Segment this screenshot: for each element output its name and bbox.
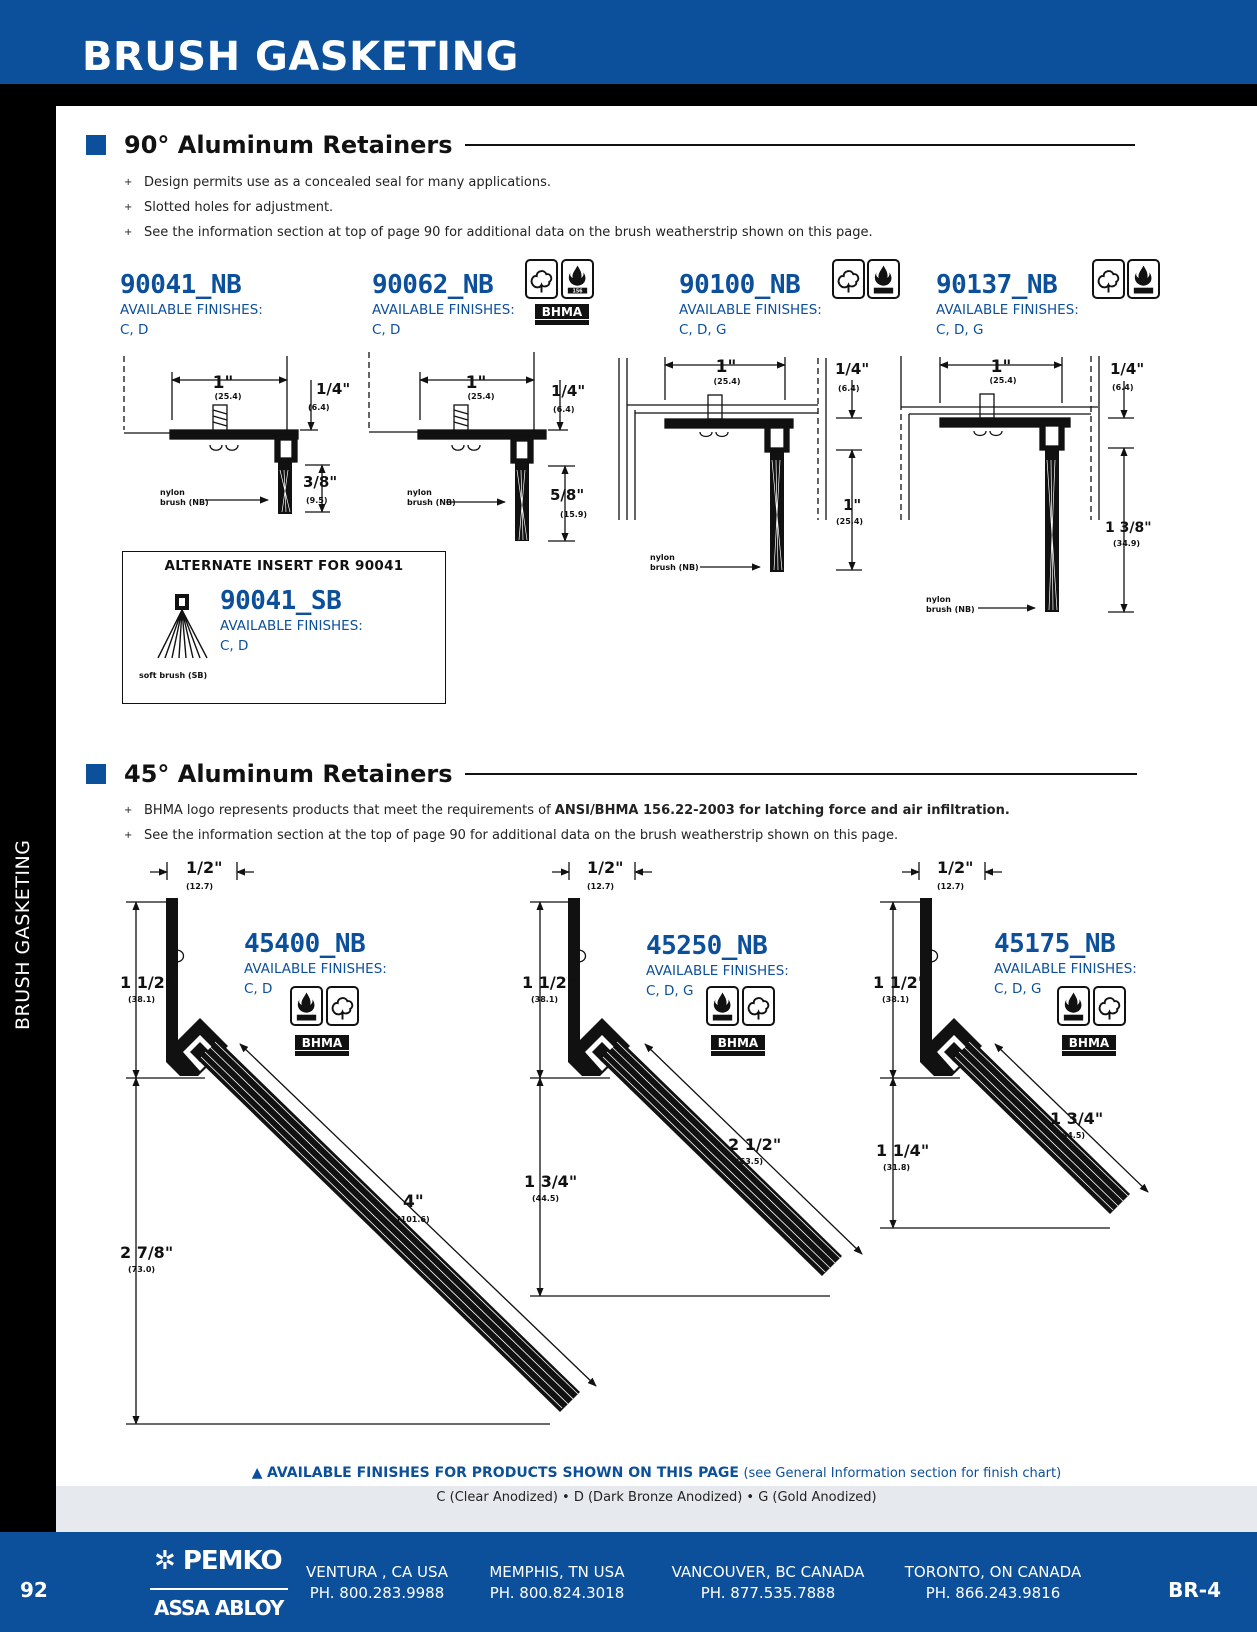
dim-brush: 3/8" [303, 473, 338, 491]
section-code: BR-4 [1168, 1578, 1221, 1602]
smoke-seal-icon [326, 986, 359, 1026]
dim-brush: 1" [843, 496, 862, 514]
finishes-title: AVAILABLE FINISHES: [372, 302, 515, 318]
page-number: 92 [20, 1578, 48, 1602]
svg-text:BHMA: BHMA [717, 1036, 759, 1050]
bullet-item: + See the information section at top of page 90 for additional data on the brush weatherstrip shown on this page. [120, 220, 873, 245]
dim-leg-mm: (38.1) [531, 995, 559, 1004]
bhma-certified-logo [1062, 1035, 1116, 1057]
finishes-title: AVAILABLE FINISHES: [679, 302, 822, 318]
dim-vert-mm: (44.5) [532, 1194, 560, 1203]
product-name: 90041_SB [220, 586, 342, 616]
product-name: 90100_NB [679, 270, 801, 300]
dim-vert: 1 1/4" [876, 1141, 930, 1160]
dim-leg-mm: (38.1) [128, 995, 156, 1004]
page-title: BRUSH GASKETING [82, 34, 519, 80]
finishes-value: C, D [120, 322, 149, 338]
svg-text:BHMA: BHMA [1068, 1036, 1110, 1050]
dim-quarter-mm: (6.4) [553, 405, 575, 414]
dim-brush-len-mm: (44.5) [1058, 1131, 1086, 1140]
fire-rated-icon [706, 986, 739, 1026]
dim-quarter: 1/4" [835, 360, 870, 378]
section-marker [86, 764, 106, 784]
finishes-title: AVAILABLE FINISHES: [936, 302, 1079, 318]
product-name: 45250_NB [646, 931, 768, 961]
dim-width: 1" [465, 373, 487, 393]
dim-brush-len: 4" [403, 1192, 424, 1212]
logo-divider [150, 1588, 288, 1590]
brush-label: brush (NB) [650, 563, 699, 572]
dim-brush: 1 3/8" [1105, 520, 1152, 536]
nylon-label: nylon [160, 488, 185, 497]
brush-label: brush (NB) [407, 498, 456, 507]
dim-width-mm: (25.4) [467, 392, 495, 401]
section-90-title: 90° Aluminum Retainers [124, 131, 453, 159]
dim-leg: 1 1/2" [522, 973, 576, 992]
finishes-title: AVAILABLE FINISHES: [120, 302, 263, 318]
dim-leg: 1 1/2" [120, 973, 174, 992]
product-90041-sb [220, 586, 363, 656]
dim-top: 1/2" [937, 858, 974, 877]
nylon-label: nylon [407, 488, 432, 497]
soft-brush-icon [153, 592, 213, 662]
dim-vert-mm: (73.0) [128, 1265, 156, 1274]
finishes-title: AVAILABLE FINISHES: [244, 961, 387, 977]
dim-brush-mm: (15.9) [560, 510, 588, 519]
brush-label: brush (NB) [926, 605, 975, 614]
fire-rated-icon [1057, 986, 1090, 1026]
office-toronto: TORONTO, ON CANADA PH. 866.243.9816 [904, 1563, 1082, 1602]
smoke-seal-icon [1093, 986, 1126, 1026]
dim-quarter-mm: (6.4) [308, 403, 330, 412]
dim-width-mm: (25.4) [989, 376, 1017, 385]
nylon-label: nylon [650, 553, 675, 562]
section-45-heading [86, 760, 1137, 788]
dim-width: 1" [715, 357, 737, 377]
product-name: 45400_NB [244, 929, 366, 959]
bullet-item: + Design permits use as a concealed seal for many applications. [120, 170, 873, 195]
dim-leg-mm: (38.1) [882, 995, 910, 1004]
sidebar-label: BRUSH GASKETING [12, 839, 34, 1030]
dim-vert: 1 3/4" [524, 1172, 578, 1191]
bullet-item: + BHMA logo represents products that meet the requirements of ANSI/BHMA 156.22-2003 for latching force and air infiltration. [120, 798, 1010, 823]
finishes-title: AVAILABLE FINISHES: [220, 618, 363, 634]
svg-text:BHMA: BHMA [301, 1036, 343, 1050]
soft-brush-caption: soft brush (SB) [139, 671, 208, 680]
dim-leg: 1 1/2" [873, 973, 927, 992]
bhma-certified-logo [711, 1035, 765, 1057]
dim-brush-len-mm: (101.6) [397, 1215, 430, 1224]
dim-brush-len: 2 1/2" [728, 1135, 782, 1154]
svg-text:156: 156 [572, 289, 583, 295]
finishes-value: C, D, G [936, 322, 984, 338]
bullet-item: + See the information section at the top of page 90 for additional data on the brush weatherstrip shown on this page. [120, 823, 1010, 848]
dim-width-mm: (25.4) [214, 392, 242, 401]
dim-top: 1/2" [587, 858, 624, 877]
dim-width: 1" [212, 373, 234, 393]
nylon-label: nylon [926, 595, 951, 604]
dim-brush-mm: (34.9) [1113, 539, 1141, 548]
dim-brush-len: 1 3/4" [1050, 1109, 1104, 1128]
finishes-title: AVAILABLE FINISHES: [646, 963, 789, 979]
dim-top-mm: (12.7) [937, 882, 965, 891]
section-45-bullets [120, 798, 1010, 848]
dim-quarter-mm: (6.4) [1112, 383, 1134, 392]
dim-brush: 5/8" [550, 486, 585, 504]
page-footer [0, 1532, 1257, 1632]
finishes-value: C, D [220, 638, 249, 654]
assa-abloy-logo: ASSA ABLOY [154, 1596, 284, 1620]
dim-top: 1/2" [186, 858, 223, 877]
svg-text:BHMA: BHMA [541, 305, 583, 319]
brush-label: brush (NB) [160, 498, 209, 507]
product-name: 90062_NB [372, 270, 494, 300]
finishes-value: C, D, G [679, 322, 727, 338]
dim-width: 1" [990, 357, 1012, 377]
dim-top-mm: (12.7) [186, 882, 214, 891]
product-name: 45175_NB [994, 929, 1116, 959]
dim-width-mm: (25.4) [713, 377, 741, 386]
dim-quarter-mm: (6.4) [838, 384, 860, 393]
product-name: 90137_NB [936, 270, 1058, 300]
dim-quarter: 1/4" [551, 382, 586, 400]
alternate-insert-box [122, 551, 446, 704]
dim-quarter: 1/4" [316, 380, 351, 398]
smoke-seal-icon [742, 986, 775, 1026]
pemko-flower-icon: ✲ [154, 1546, 175, 1576]
dim-top-mm: (12.7) [587, 882, 615, 891]
office-memphis: MEMPHIS, TN USA PH. 800.824.3018 [489, 1563, 625, 1602]
fire-rated-icon [290, 986, 323, 1026]
dim-vert: 2 7/8" [120, 1243, 174, 1262]
dim-brush-mm: (9.5) [306, 496, 328, 505]
office-ventura: VENTURA , CA USA PH. 800.283.9988 [305, 1563, 449, 1602]
bhma-certified-logo [295, 1035, 349, 1057]
dim-quarter: 1/4" [1110, 360, 1145, 378]
dim-brush-len-mm: (63.5) [736, 1157, 764, 1166]
finishes-list: C (Clear Anodized) • D (Dark Bronze Anodized) • G (Gold Anodized) [436, 1490, 877, 1505]
finishes-value: C, D [372, 322, 401, 338]
product-name: 90041_NB [120, 270, 242, 300]
section-rule [465, 773, 1137, 775]
finishes-value: C, D, G [646, 983, 694, 999]
finishes-value: C, D, G [994, 981, 1042, 997]
finishes-heading: ▲ AVAILABLE FINISHES FOR PRODUCTS SHOWN ON THIS PAGE (see General Information section for finish chart) [251, 1465, 1062, 1481]
finishes-title: AVAILABLE FINISHES: [994, 961, 1137, 977]
dim-brush-mm: (25.4) [836, 517, 864, 526]
dim-vert-mm: (31.8) [883, 1163, 911, 1172]
triangle-icon: ▲ [251, 1465, 268, 1481]
office-vancouver: VANCOUVER, BC CANADA PH. 877.535.7888 [671, 1563, 865, 1602]
pemko-logo: ✲ PEMKO [154, 1546, 282, 1576]
bullet-item: + Slotted holes for adjustment. [120, 195, 873, 220]
alternate-insert-title: ALTERNATE INSERT FOR 90041 [164, 558, 404, 574]
finishes-value: C, D [244, 981, 273, 997]
section-45-title: 45° Aluminum Retainers [124, 760, 453, 788]
